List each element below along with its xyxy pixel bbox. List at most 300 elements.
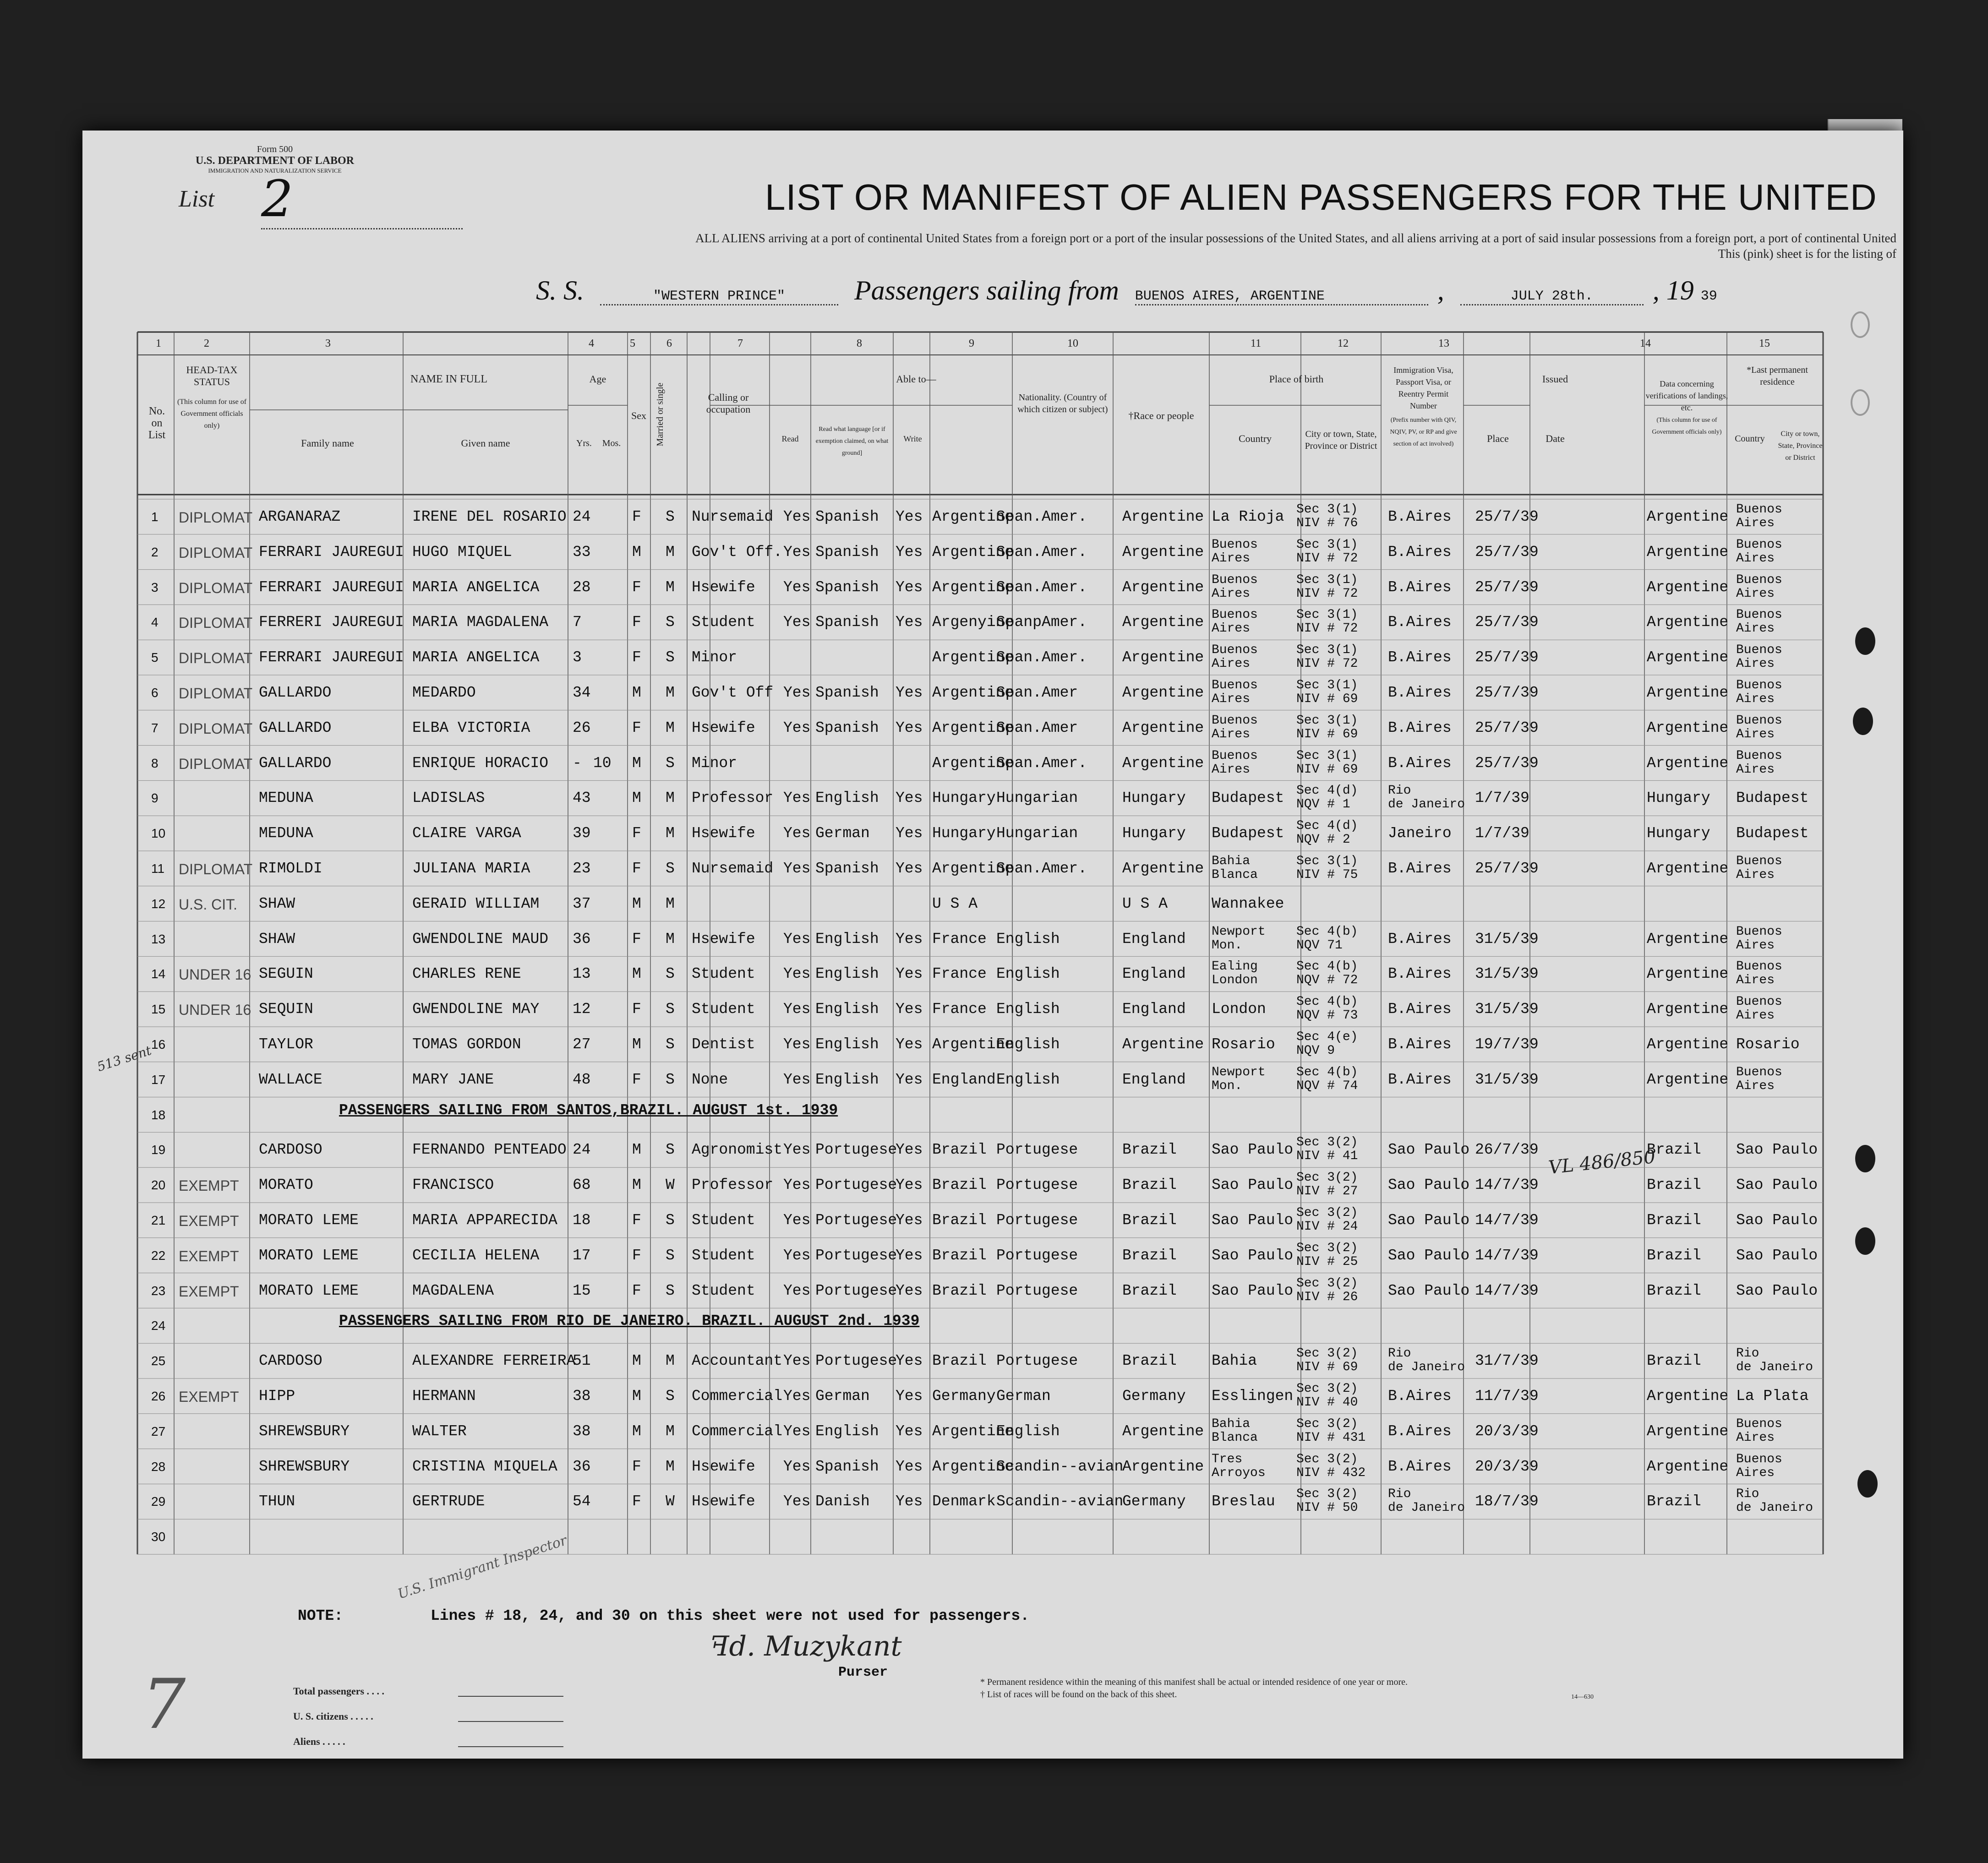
cell-visa-section: Sec 3(2) <box>1296 1452 1358 1466</box>
cell-b-city-b: Arroyos <box>1212 1465 1266 1480</box>
cell-r-city-a: Buenos <box>1736 678 1782 692</box>
header-city: City or town, State, Province or District <box>1305 429 1377 451</box>
cell-i-place-b: de Janeiro <box>1388 1501 1465 1515</box>
cell-i-place: B.Aires <box>1388 1458 1452 1475</box>
cell-write: Yes <box>896 1388 923 1405</box>
column-number: 2 <box>204 338 209 349</box>
cell-calling: Minor <box>692 754 737 772</box>
list-number: 2 <box>261 169 463 229</box>
cell-r-country: Argentine <box>1647 684 1729 701</box>
cell-nat: France <box>932 1001 987 1018</box>
purser-label: Purser <box>838 1665 888 1680</box>
cell-visa-number: NIV # 25 <box>1296 1254 1358 1269</box>
cell-visa-section: Sec 4(b) <box>1296 959 1358 974</box>
cell-race: Span.Amer. <box>996 649 1087 666</box>
cell-yrs: 36 <box>573 930 591 948</box>
cell-b-city-a: Tres <box>1212 1452 1243 1466</box>
cell-r-city-b: Aires <box>1736 868 1775 882</box>
cell-r-city: Sao Paulo <box>1736 1177 1818 1194</box>
cell-r-city-a: Buenos <box>1736 572 1782 587</box>
cell-nat: Brazil <box>932 1141 987 1159</box>
header-date: Date <box>1546 433 1565 444</box>
cell-lang: Portugese <box>815 1247 897 1264</box>
cell-family: SEGUIN <box>259 965 313 983</box>
cell-nat: Germany <box>932 1388 996 1405</box>
column-number: 6 <box>666 338 672 349</box>
cell-read: Yes <box>783 930 811 948</box>
cell-r-country: Argentine <box>1647 649 1729 666</box>
cell-write: Yes <box>896 1352 923 1370</box>
cell-lang: English <box>815 1001 879 1018</box>
column-number: 8 <box>857 338 862 349</box>
cell-read: Yes <box>783 1001 811 1018</box>
cell-b-city: Bahia <box>1212 1352 1257 1370</box>
cell-given: GWENDOLINE MAY <box>412 1001 540 1018</box>
cell-ms: W <box>666 1493 675 1510</box>
cell-family: ARGANARAZ <box>259 508 341 525</box>
header-mos: Mos. <box>602 438 621 448</box>
cell-write: Yes <box>896 508 923 525</box>
cell-b-city-b: Aires <box>1212 621 1251 636</box>
cell-r-country: Argentine <box>1647 1001 1729 1018</box>
status-stamp: DIPLOMAT <box>179 579 253 596</box>
cell-b-city-a: Buenos <box>1212 572 1258 587</box>
cell-race: English <box>996 1001 1060 1018</box>
cell-write: Yes <box>896 860 923 877</box>
row-number: 29 <box>151 1494 166 1509</box>
cell-r-city-b: Aires <box>1736 692 1775 706</box>
cell-given: TOMAS GORDON <box>412 1036 521 1053</box>
status-stamp: UNDER 16 <box>179 1002 251 1019</box>
cell-r-country: Argentine <box>1647 754 1729 772</box>
row-number: 21 <box>151 1213 166 1227</box>
cell-visa-section: Sec 4(d) <box>1296 819 1358 833</box>
cell-visa-section: Sec 4(b) <box>1296 924 1358 939</box>
status-stamp: EXEMPT <box>179 1247 239 1264</box>
row-number: 22 <box>151 1248 166 1263</box>
header-able: Able to— <box>896 373 936 385</box>
cell-race: Scandin--avian <box>996 1493 1124 1510</box>
cell-yrs: 15 <box>573 1282 591 1299</box>
cell-yrs: 24 <box>573 1141 591 1159</box>
cell-sex: M <box>632 1177 641 1194</box>
cell-yrs: 23 <box>573 860 591 877</box>
cell-nat: Argentine <box>932 543 1014 561</box>
cell-calling: Student <box>692 1001 755 1018</box>
cell-r-city-a: Buenos <box>1736 608 1782 622</box>
cell-lang: Spanish <box>815 860 879 877</box>
cell-nat: Denmark <box>932 1493 996 1510</box>
cell-given: CHARLES RENE <box>412 965 521 983</box>
cell-i-date: 25/7/39 <box>1475 754 1539 772</box>
cell-family: WALLACE <box>259 1071 322 1088</box>
cell-nat: France <box>932 930 987 948</box>
cell-birth-country: Brazil <box>1122 1247 1177 1264</box>
cell-race: Portugese <box>996 1212 1078 1229</box>
cell-calling: Hsewife <box>692 1493 755 1510</box>
cell-race: Span.Amer. <box>996 754 1087 772</box>
cell-write: Yes <box>896 1177 923 1194</box>
cell-r-city-a: Buenos <box>1736 643 1782 658</box>
cell-race: English <box>996 965 1060 983</box>
cell-family: THUN <box>259 1493 295 1510</box>
cell-yrs: 68 <box>573 1177 591 1194</box>
cell-birth-country: Brazil <box>1122 1352 1177 1370</box>
cell-nat: Brazil <box>932 1177 987 1194</box>
subtitle-line-2: This (pink) sheet is for the listing of <box>1718 247 1896 261</box>
cell-sex: F <box>632 614 641 631</box>
header-issued: Issued <box>1542 373 1568 385</box>
cell-b-city: Esslingen <box>1212 1388 1294 1405</box>
cell-given: FRANCISCO <box>412 1177 494 1194</box>
cell-calling: Student <box>692 614 755 631</box>
cell-r-city: Sao Paulo <box>1736 1141 1818 1159</box>
cell-birth-country: Brazil <box>1122 1212 1177 1229</box>
cell-nat: Brazil <box>932 1352 987 1370</box>
cell-r-city-b: Aires <box>1736 586 1775 601</box>
row-number: 2 <box>151 545 158 559</box>
cell-b-city-b: Aires <box>1212 586 1251 601</box>
cell-nat: Argentine <box>932 684 1014 701</box>
row-number: 25 <box>151 1354 166 1368</box>
row-number: 9 <box>151 791 158 806</box>
cell-calling: Gov't Off <box>692 684 774 701</box>
cell-given: GWENDOLINE MAUD <box>412 930 549 948</box>
header-data14: Data concerning verifications of landings, etc. <box>1645 379 1728 412</box>
cell-birth-country: Argentine <box>1122 508 1204 525</box>
cell-yrs: 24 <box>573 508 591 525</box>
cell-given: ELBA VICTORIA <box>412 719 530 736</box>
cell-family: HIPP <box>259 1388 295 1405</box>
punch-hole <box>1855 1145 1875 1172</box>
cell-visa-number: NIV # 432 <box>1296 1465 1366 1480</box>
cell-visa-number: NQV # 73 <box>1296 1008 1358 1023</box>
status-stamp: EXEMPT <box>179 1283 239 1300</box>
cell-b-city-a: Buenos <box>1212 713 1258 728</box>
cell-family: FERRARI JAUREGUI <box>259 543 404 561</box>
cell-b-city: Sao Paulo <box>1212 1141 1294 1159</box>
cell-race: Portugese <box>996 1247 1078 1264</box>
page-title: LIST OR MANIFEST OF ALIEN PASSENGERS FOR THE UNITED <box>765 177 1877 218</box>
cell-r-city-b: Aires <box>1736 762 1775 777</box>
cell-write: Yes <box>896 825 923 842</box>
cell-given: MEDARDO <box>412 684 476 701</box>
cell-i-place-a: Rio <box>1388 1346 1411 1361</box>
cell-calling: None <box>692 1071 728 1088</box>
cell-ms: S <box>666 1001 675 1018</box>
cell-race: Hungarian <box>996 825 1078 842</box>
cell-visa-number: NIV # 76 <box>1296 516 1358 530</box>
cell-write: Yes <box>896 965 923 983</box>
cell-visa-number: NIV # 69 <box>1296 762 1358 777</box>
cell-write: Yes <box>896 1036 923 1053</box>
cell-nat: Argentine <box>932 1036 1014 1053</box>
cell-write: Yes <box>896 790 923 807</box>
note-label: NOTE: <box>298 1607 344 1624</box>
cell-b-city-b: Aires <box>1212 727 1251 741</box>
cell-b-city: Budapest <box>1212 825 1284 842</box>
cell-ms: S <box>666 860 675 877</box>
row-number: 11 <box>151 861 165 876</box>
cell-sex: F <box>632 1212 641 1229</box>
cell-nat: Argentine <box>932 1458 1014 1475</box>
side-note: 513 sent <box>95 1042 153 1075</box>
cell-read: Yes <box>783 1177 811 1194</box>
cell-calling: Hsewife <box>692 719 755 736</box>
header-given: Given name <box>461 437 510 449</box>
cell-race: Span.Amer. <box>996 543 1087 561</box>
cell-calling: Hsewife <box>692 578 755 596</box>
list-label: List <box>179 186 215 212</box>
column-number: 7 <box>737 338 743 349</box>
cell-yrs: 51 <box>573 1352 591 1370</box>
cell-r-country: Brazil <box>1647 1177 1701 1194</box>
cell-r-country: Brazil <box>1647 1352 1701 1370</box>
cell-nat: Argentine <box>932 578 1014 596</box>
cell-ms: S <box>666 614 675 631</box>
section-heading: PASSENGERS SAILING FROM SANTOS,BRAZIL. AUGUST 1st. 1939 <box>339 1101 838 1119</box>
cell-sex: F <box>632 825 641 842</box>
cell-b-city-a: Ealing <box>1212 959 1258 974</box>
cell-birth-country: Germany <box>1122 1493 1186 1510</box>
cell-ms: M <box>666 930 675 948</box>
cell-ms: M <box>666 1422 675 1440</box>
aliens-line <box>458 1746 563 1747</box>
note-text: Lines # 18, 24, and 30 on this sheet were not used for passengers. <box>431 1607 1030 1624</box>
cell-sex: M <box>632 754 641 772</box>
cell-r-city-b: Aires <box>1736 973 1775 988</box>
cell-visa-number: NIV # 75 <box>1296 868 1358 882</box>
cell-yrs: 33 <box>573 543 591 561</box>
cell-visa-number: NIV # 50 <box>1296 1501 1358 1515</box>
cell-yrs: 12 <box>573 1001 591 1018</box>
header-residence: *Last permanent residence <box>1747 365 1808 387</box>
cell-i-date: 31/5/39 <box>1475 965 1539 983</box>
cell-b-city-b: Aires <box>1212 692 1251 706</box>
cell-r-city-b: de Janeiro <box>1736 1501 1813 1515</box>
cell-ms: M <box>666 1352 675 1370</box>
header-write: Write <box>903 434 922 443</box>
row-number: 12 <box>151 896 166 911</box>
cell-birth-country: Brazil <box>1122 1282 1177 1299</box>
cell-i-date: 25/7/39 <box>1475 614 1539 631</box>
cell-ms: S <box>666 1388 675 1405</box>
cell-birth-country: Argentine <box>1122 543 1204 561</box>
cell-nat: Brazil <box>932 1247 987 1264</box>
cell-yrs: 3 <box>573 649 582 666</box>
cell-r-city-b: Aires <box>1736 1430 1775 1445</box>
cell-i-place-b: de Janeiro <box>1388 1360 1465 1375</box>
cell-sex: F <box>632 1247 641 1264</box>
column-number: 13 <box>1438 338 1449 349</box>
cell-calling: Agronomist <box>692 1141 783 1159</box>
cell-lang: Portugese <box>815 1141 897 1159</box>
cell-family: GALLARDO <box>259 719 332 736</box>
cell-r-city-a: Buenos <box>1736 537 1782 552</box>
cell-i-place-a: Rio <box>1388 1487 1411 1502</box>
cell-visa-number: NQV # 2 <box>1296 833 1350 847</box>
cell-visa-number: NQV 9 <box>1296 1044 1335 1058</box>
cell-calling: Nursemaid <box>692 508 774 525</box>
cell-r-city-b: de Janeiro <box>1736 1360 1813 1375</box>
cell-race: Hungarian <box>996 790 1078 807</box>
header-age: Age <box>589 373 606 385</box>
cell-visa-number: NQV # 74 <box>1296 1079 1358 1093</box>
form-dept: U.S. DEPARTMENT OF LABOR <box>195 155 355 167</box>
cell-ms: M <box>666 578 675 596</box>
cell-i-place-a: Rio <box>1388 784 1411 798</box>
cell-sex: F <box>632 1071 641 1088</box>
cell-birth-country: Argentine <box>1122 719 1204 736</box>
cell-ms: S <box>666 1036 675 1053</box>
cell-lang: Spanish <box>815 578 879 596</box>
form-number: Form 500 <box>257 144 293 154</box>
cell-b-city-a: Newport <box>1212 924 1266 939</box>
cell-yrs: 17 <box>573 1247 591 1264</box>
cell-lang: Portugese <box>815 1282 897 1299</box>
cell-visa-number: NIV # 40 <box>1296 1395 1358 1410</box>
cell-i-place: Sao Paulo <box>1388 1247 1470 1264</box>
header-family: Family name <box>301 437 354 449</box>
cell-r-city-a: Rio <box>1736 1487 1759 1502</box>
cell-given: ENRIQUE HORACIO <box>412 754 549 772</box>
cell-calling: Professor <box>692 790 774 807</box>
cell-family: FERRARI JAUREGUI <box>259 578 404 596</box>
cell-b-city: Sao Paulo <box>1212 1282 1294 1299</box>
status-stamp: DIPLOMAT <box>179 685 253 702</box>
cell-read: Yes <box>783 825 811 842</box>
cell-i-date: 25/7/39 <box>1475 543 1539 561</box>
cell-yrs: 7 <box>573 614 582 631</box>
cell-race: Portugese <box>996 1282 1078 1299</box>
cell-read: Yes <box>783 965 811 983</box>
departure-date: JULY 28th. <box>1460 289 1644 305</box>
cell-r-country: Argentine <box>1647 1422 1729 1440</box>
cell-visa-number: NIV # 69 <box>1296 727 1358 741</box>
header-sex: Sex <box>631 410 646 421</box>
verification-note: VL 486/850 <box>1547 1146 1657 1179</box>
cell-ms: S <box>666 754 675 772</box>
cell-ms: M <box>666 790 675 807</box>
cell-b-city-a: Buenos <box>1212 643 1258 658</box>
cell-visa-number: NIV # 69 <box>1296 1360 1358 1375</box>
cell-visa-number: NQV # 72 <box>1296 973 1358 988</box>
cell-b-city-b: Aires <box>1212 551 1251 566</box>
cell-visa-section: Sec 3(2) <box>1296 1346 1358 1361</box>
cell-b-city-b: Mon. <box>1212 1079 1243 1093</box>
cell-r-city-a: Buenos <box>1736 502 1782 517</box>
cell-given: HUGO MIQUEL <box>412 543 512 561</box>
cell-family: CARDOSO <box>259 1141 322 1159</box>
cell-r-city-a: Rio <box>1736 1346 1759 1361</box>
cell-i-date: 14/7/39 <box>1475 1247 1539 1264</box>
row-number: 3 <box>151 580 158 594</box>
cell-r-city-a: Buenos <box>1736 854 1782 868</box>
cell-read: Yes <box>783 719 811 736</box>
cell-r-city-b: Aires <box>1736 1008 1775 1023</box>
cell-nat: Argentine <box>932 649 1014 666</box>
cell-sex: M <box>632 1422 641 1440</box>
cell-sex: F <box>632 508 641 525</box>
cell-i-place: B.Aires <box>1388 543 1452 561</box>
row-number: 13 <box>151 932 166 946</box>
column-number: 5 <box>630 338 635 349</box>
cell-i-place: B.Aires <box>1388 719 1452 736</box>
cell-r-country: Argentine <box>1647 965 1729 983</box>
cell-b-city: La Rioja <box>1212 508 1284 525</box>
row-number: 7 <box>151 720 158 735</box>
cell-i-place: B.Aires <box>1388 578 1452 596</box>
cell-write: Yes <box>896 1282 923 1299</box>
cell-r-city-a: Buenos <box>1736 713 1782 728</box>
cell-visa-section: Sec 4(b) <box>1296 995 1358 1009</box>
form-service: IMMIGRATION AND NATURALIZATION SERVICE <box>208 167 342 174</box>
ship-name: "WESTERN PRINCE" <box>600 289 838 305</box>
header-res-country: Country <box>1735 434 1765 444</box>
cell-family: MORATO LEME <box>259 1247 359 1264</box>
cell-nat: Brazil <box>932 1212 987 1229</box>
header-headtax: HEAD-TAX STATUS <box>186 364 238 387</box>
departure-port: BUENOS AIRES, ARGENTINE <box>1135 289 1428 305</box>
header-name: NAME IN FULL <box>410 373 487 385</box>
cell-read: Yes <box>783 543 811 561</box>
cell-nat: Hungary <box>932 825 996 842</box>
cell-sex: M <box>632 1036 641 1053</box>
cell-i-date: 20/3/39 <box>1475 1458 1539 1475</box>
cell-r-country: Brazil <box>1647 1493 1701 1510</box>
status-stamp: DIPLOMAT <box>179 615 253 632</box>
cell-b-city: Budapest <box>1212 790 1284 807</box>
cell-i-date: 26/7/39 <box>1475 1141 1539 1159</box>
cell-write: Yes <box>896 543 923 561</box>
cell-i-place: Janeiro <box>1388 825 1452 842</box>
cell-visa-section: Sec 4(b) <box>1296 1065 1358 1079</box>
cell-lang: Spanish <box>815 684 879 701</box>
cell-i-place: Sao Paulo <box>1388 1177 1470 1194</box>
cell-i-place: B.Aires <box>1388 754 1452 772</box>
cell-sex: M <box>632 1388 641 1405</box>
cell-read: Yes <box>783 1036 811 1053</box>
cell-sex: F <box>632 1282 641 1299</box>
cell-sex: M <box>632 790 641 807</box>
cell-nat: Argentine <box>932 1422 1014 1440</box>
header-yrs: Yrs. <box>576 438 592 448</box>
cell-given: GERAID WILLIAM <box>412 895 540 912</box>
cell-family: TAYLOR <box>259 1036 313 1053</box>
row-number: 26 <box>151 1389 166 1403</box>
cell-ms: S <box>666 649 675 666</box>
cell-ms: S <box>666 508 675 525</box>
cell-family: FERRERI JAUREGUI <box>259 614 404 631</box>
status-stamp: DIPLOMAT <box>179 755 253 772</box>
cell-family: GALLARDO <box>259 754 332 772</box>
cell-b-city: Breslau <box>1212 1493 1275 1510</box>
punch-hole <box>1855 1227 1875 1255</box>
status-stamp: EXEMPT <box>179 1213 239 1229</box>
cell-calling: Commercial <box>692 1388 783 1405</box>
cell-nat: U S A <box>932 895 978 912</box>
header-place: Place <box>1487 433 1509 444</box>
header-birth: Place of birth <box>1269 373 1324 385</box>
cell-family: RIMOLDI <box>259 860 322 877</box>
cell-yrs: 43 <box>573 790 591 807</box>
cell-mos: 10 <box>593 754 612 772</box>
cell-visa-number: NIV # 69 <box>1296 692 1358 706</box>
cell-yrs: 13 <box>573 965 591 983</box>
cell-read: Yes <box>783 860 811 877</box>
cell-read: Yes <box>783 1422 811 1440</box>
cell-visa-number: NIV # 72 <box>1296 621 1358 636</box>
